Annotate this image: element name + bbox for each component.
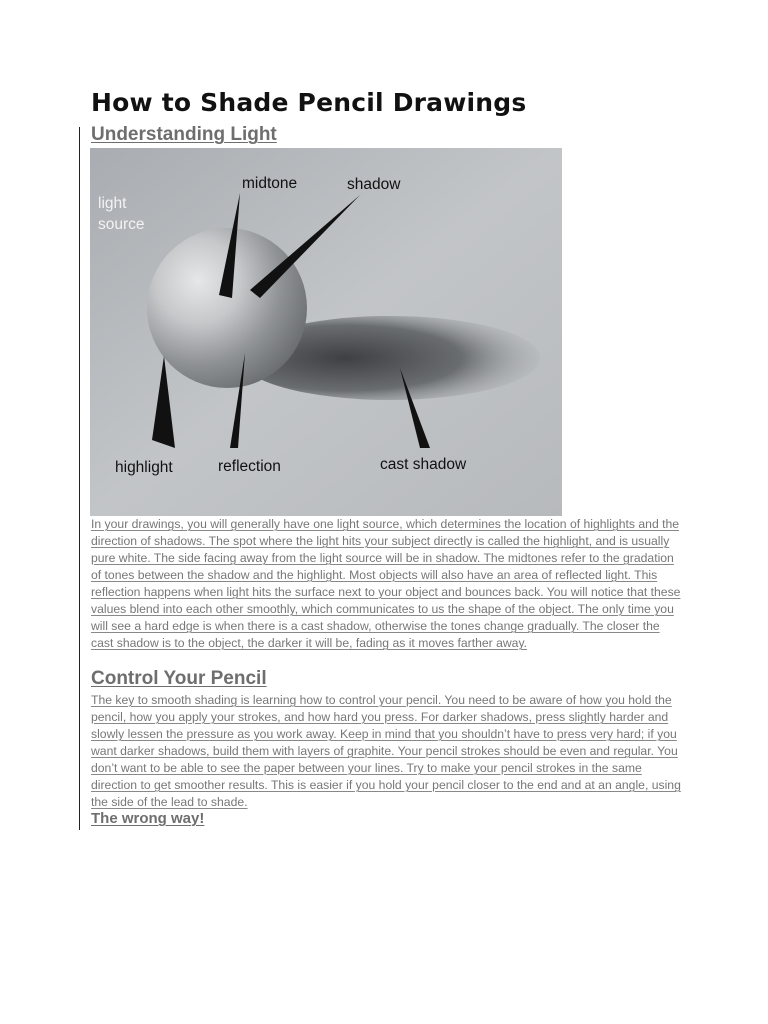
page-title: How to Shade Pencil Drawings: [91, 88, 527, 117]
sphere: [147, 228, 307, 388]
label-cast-shadow: cast shadow: [380, 456, 467, 473]
left-margin-rule: [79, 127, 80, 830]
label-shadow: shadow: [347, 176, 401, 193]
heading-control-your-pencil: Control Your Pencil: [91, 668, 267, 689]
paragraph-control-your-pencil: The key to smooth shading is learning how to control your pencil. You need to be aware of how you hold the pencil, how you apply your strokes, and how hard you press. For darker shadows, press slightly harder and slowly lessen the pressure as you work away. Keep in mind that you shouldn’t have to press very hard; if you want darker shadows, build them with layers of graphite. Your pencil strokes should be even and regular. You don’t want to be able to see the paper between your lines. Try to make your pencil strokes in the same direction to get smoother results. This is easier if you hold your pencil closer to the end and at an angle, using the side of the lead to shade.: [91, 693, 681, 809]
heading-understanding-light: Understanding Light: [91, 124, 277, 145]
label-reflection: reflection: [218, 458, 281, 475]
label-light-source-2: source: [98, 216, 145, 233]
paragraph-understanding-light: In your drawings, you will generally have one light source, which determines the location of highlights and the direction of shadows. The spot where the light hits your subject directly is called the highlight, and is usually pure white. The side facing away from the light source will be in shadow. The midtones refer to the gradation of tones between the shadow and the highlight. Most objects will also have an area of reflected light. This reflection happens when light hits the surface next to your object and bounces back. You will notice that these values blend into each other smoothly, which communicates to us the shape of the object. The only time you will see a hard edge is when there is a cast shadow, otherwise the tones change gradually. The closer the cast shadow is to the object, the darker it will be, fading as it moves farther away.: [91, 517, 681, 650]
label-midtone: midtone: [242, 175, 298, 192]
label-highlight: highlight: [115, 459, 173, 476]
shading-diagram-image: [90, 148, 562, 516]
label-light-source-1: light: [98, 195, 127, 212]
heading-the-wrong-way: The wrong way!: [91, 810, 205, 827]
